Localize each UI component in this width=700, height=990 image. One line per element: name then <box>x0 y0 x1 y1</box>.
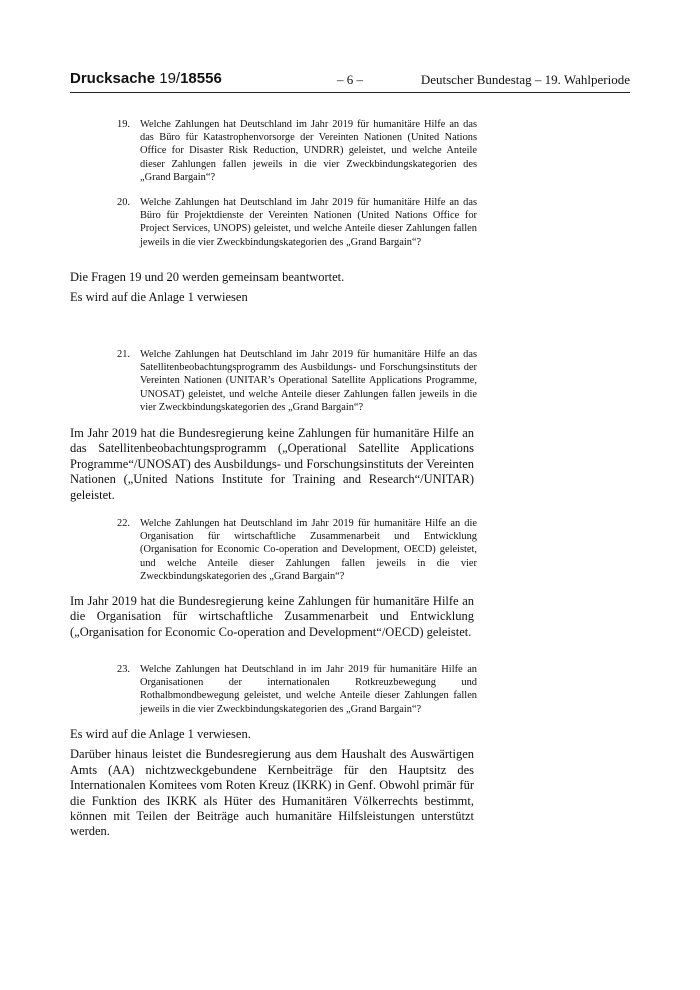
answer-paragraph: Es wird auf die Anlage 1 verwiesen. <box>70 727 251 741</box>
answer-paragraph: Im Jahr 2019 hat die Bundesregierung keine Zahlungen für humanitäre Hilfe an das Satellitenbeobachtungsprogramm („Operational Satellite Applications Programme“/UNOSAT) des Ausbildungs- und Forschungsinstituts der Vereinten Nationen („United Nations Institute for Training and Research“/UNITAR) geleistet. <box>70 426 474 502</box>
question-text: Welche Zahlungen hat Deutschland in im Jahr 2019 für humanitäre Hilfe an Organisationen der internationalen Rotkreuzbewegung und Rothalbmondbewegung geleistet, und welche Anteile dieser Zahlungen fallen jeweils in die vier Zweckbindungskategorien des „Grand Bargain“? <box>140 664 477 715</box>
answer-22 <box>70 594 474 640</box>
question-text: Welche Zahlungen hat Deutschland im Jahr 2019 für humanitäre Hilfe an das das Büro für Katastrophenvorsorge der Vereinten Nationen (United Nations Office for Disaster Risk Reduction, UNDRR) geleistet, und welche Anteile dieser Zahlungen fallen jeweils in die vier Zweckbindungskategorien des „Grand Bargain“? <box>140 119 477 183</box>
question-19 <box>117 118 477 184</box>
answer-23 <box>70 727 474 840</box>
drucksache-number: 19/18556 <box>159 70 222 87</box>
question-number: 23. <box>117 664 130 675</box>
question-number: 22. <box>117 518 130 529</box>
question-22 <box>117 517 477 583</box>
question-20 <box>117 196 477 249</box>
answer-paragraph: Es wird auf die Anlage 1 verwiesen <box>70 290 248 305</box>
question-number: 19. <box>117 119 130 130</box>
answer-paragraph: Im Jahr 2019 hat die Bundesregierung keine Zahlungen für humanitäre Hilfe an die Organisation für wirtschaftliche Zusammenarbeit und Entwicklung („Organisation for Economic Co-operation and Development“/OECD) geleistet. <box>70 594 474 639</box>
question-text: Welche Zahlungen hat Deutschland im Jahr 2019 für humanitäre Hilfe an das Satellitenbeobachtungsprogramm des Ausbildungs- und Forschungsinstituts der Vereinten Nationen (UNITAR’s Operational Satellite Applications Programme, UNOSAT) geleistet, und welche Anteile dieser Zahlungen fallen jeweils in die vier Zweckbindungskategorien des „Grand Bargain“? <box>140 349 477 413</box>
answer-paragraph: Die Fragen 19 und 20 werden gemeinsam beantwortet. <box>70 270 345 284</box>
page-header <box>70 70 630 93</box>
answer-19-20 <box>70 270 474 306</box>
answer-paragraph: Darüber hinaus leistet die Bundesregierung aus dem Haushalt des Auswärtigen Amts (AA) nichtzweckgebundene Kernbeiträge für den Hauptsitz des Internationalen Komitees vom Roten Kreuz (IKRK) in Genf. Obwohl primär für die Funktion des IKRK als Hüter des Humanitären Völkerrechts bestimmt, können mit Teilen der Beiträge auch humanitäre Hilfsleistungen unterstützt werden. <box>70 747 474 839</box>
answer-21 <box>70 426 474 503</box>
question-21 <box>117 348 477 414</box>
question-text: Welche Zahlungen hat Deutschland im Jahr 2019 für humanitäre Hilfe an die Organisation für wirtschaftliche Zusammenarbeit und Entwicklung (Organisation for Economic Co-operation and Development, OECD) geleistet, und welche Anteile dieser Zahlungen fallen jeweils in die vier Zweckbindungskategorien des „Grand Bargain“? <box>140 518 477 582</box>
question-23 <box>117 663 477 716</box>
page-number: – 6 – <box>337 72 363 87</box>
question-text: Welche Zahlungen hat Deutschland im Jahr 2019 für humanitäre Hilfe an das Büro für Projektdienste der Vereinten Nationen (United Nations Office for Project Services, UNOPS) geleistet, und welche Anteile dieser Zahlungen fallen jeweils in die vier Zweckbindungskategorien des „Grand Bargain“? <box>140 197 477 248</box>
question-number: 21. <box>117 349 130 360</box>
header-publisher: Deutscher Bundestag – 19. Wahlperiode <box>420 72 630 87</box>
drucksache-label: Drucksache 19/18556 <box>70 70 222 87</box>
question-number: 20. <box>117 197 130 208</box>
